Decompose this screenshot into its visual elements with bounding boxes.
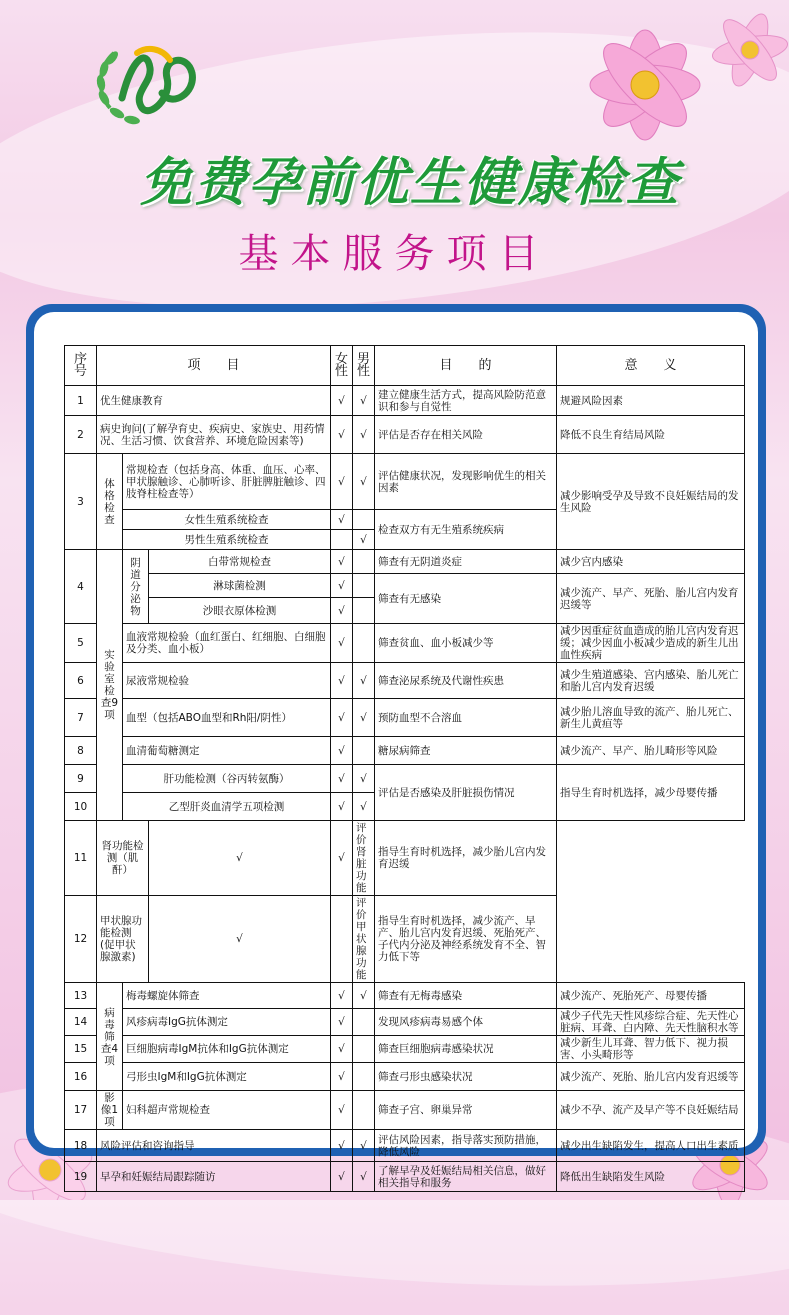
table-row [65,983,745,1009]
row-item: 病史询问(了解孕育史、疾病史、家族史、用药情况、生活习惯、饮食营养、环境危险因素等) [97,416,331,454]
row-no: 9 [65,765,97,793]
row-item: 肝功能检测（谷丙转氨酶） [123,765,331,793]
empty-cell [353,624,375,663]
female-check: √ [149,896,331,983]
table-row [65,550,745,574]
row-significance: 指导生育时机选择，减少流产、早产、胎儿宫内发育迟缓、死胎死产、子代内分泌及神经系统发育不全、智力低下等 [375,896,557,983]
male-check: √ [331,821,353,896]
row-significance: 减少出生缺陷发生，提高人口出生素质 [557,1130,745,1162]
row-significance: 指导生育时机选择，减少胎儿宫内发育迟缓 [375,821,557,896]
row-no: 13 [65,983,97,1009]
male-check: √ [353,530,375,550]
row-significance: 减少不孕、流产及早产等不良妊娠结局 [557,1091,745,1130]
table-row [65,1091,745,1130]
row-purpose: 评价甲状腺功能 [353,896,375,983]
row-no: 3 [65,454,97,550]
header-significance: 意 义 [557,346,745,386]
row-purpose: 评估健康状况，发现影响优生的相关因素 [375,454,557,510]
empty-cell [353,598,375,624]
table-row [65,1162,745,1192]
row-item: 淋球菌检测 [149,574,331,598]
table-row [65,737,745,765]
row-purpose: 筛查有无梅毒感染 [375,983,557,1009]
row-significance: 规避风险因素 [557,386,745,416]
row-no: 16 [65,1063,97,1091]
table-row [65,574,745,598]
female-check: √ [331,1063,353,1091]
empty-cell [353,510,375,530]
row-purpose: 评估是否感染及肝脏损伤情况 [375,765,557,821]
row-item: 血液常规检验（血红蛋白、红细胞、白细胞及分类、血小板） [123,624,331,663]
row-item: 风险评估和咨询指导 [97,1130,331,1162]
row-no: 6 [65,663,97,699]
row-no: 5 [65,624,97,663]
female-check: √ [331,1091,353,1130]
female-check: √ [331,1130,353,1162]
male-check: √ [353,983,375,1009]
row-no: 10 [65,793,97,821]
male-check: √ [353,1162,375,1192]
empty-cell [353,550,375,574]
male-check: √ [353,793,375,821]
female-check: √ [331,574,353,598]
male-check: √ [353,699,375,737]
table-row [65,624,745,663]
female-check: √ [331,416,353,454]
table-row [65,454,745,510]
row-purpose: 评估是否存在相关风险 [375,416,557,454]
male-check: √ [353,386,375,416]
female-check: √ [331,1162,353,1192]
row-purpose: 了解早孕及妊娠结局相关信息，做好相关指导和服务 [375,1162,557,1192]
row-item: 尿液常规检验 [123,663,331,699]
empty-cell [353,1036,375,1063]
row-item: 巨细胞病毒IgM抗体和IgG抗体测定 [123,1036,331,1063]
row-item: 乙型肝炎血清学五项检测 [123,793,331,821]
row-significance: 减少流产、死胎、胎儿宫内发育迟缓等 [557,1063,745,1091]
row-item: 常规检查（包括身高、体重、血压、心率、甲状腺触诊、心肺听诊、肝脏脾脏触诊、四肢脊柱检查等） [123,454,331,510]
female-check: √ [331,699,353,737]
table-row [65,1036,745,1063]
row-purpose: 筛查有无阴道炎症 [375,550,557,574]
row-item: 优生健康教育 [97,386,331,416]
row-no: 17 [65,1091,97,1130]
row-item: 沙眼衣原体检测 [149,598,331,624]
row-no: 14 [65,1009,97,1036]
male-check: √ [353,765,375,793]
row-no: 1 [65,386,97,416]
table-row [65,663,745,699]
row-item: 血清葡萄糖测定 [123,737,331,765]
female-check: √ [331,663,353,699]
female-check: √ [149,821,331,896]
table-row [65,386,745,416]
row-no: 19 [65,1162,97,1192]
table-row [65,1130,745,1162]
row-no: 11 [65,821,97,896]
row-no: 8 [65,737,97,765]
service-items-table [64,345,745,1192]
female-check: √ [331,765,353,793]
row-significance: 减少胎儿溶血导致的流产、胎儿死亡、新生儿黄疸等 [557,699,745,737]
row-no: 2 [65,416,97,454]
header-male: 男性 [353,346,375,386]
row-item: 弓形虫IgM和IgG抗体测定 [123,1063,331,1091]
table-row [65,1009,745,1036]
row-no: 15 [65,1036,97,1063]
row-significance: 指导生育时机选择，减少母婴传播 [557,765,745,821]
female-check: √ [331,598,353,624]
row-item: 风疹病毒IgG抗体测定 [123,1009,331,1036]
page-subtitle: 基本服务项目 [238,231,551,277]
row-purpose: 筛查有无感染 [375,574,557,624]
table-row [65,896,745,983]
row-purpose: 评价肾脏功能 [353,821,375,896]
table-row [65,821,745,896]
table-row [65,765,745,793]
female-check: √ [331,550,353,574]
table-panel [26,304,766,1189]
female-check: √ [331,983,353,1009]
female-check: √ [331,793,353,821]
row-significance: 减少影响受孕及导致不良妊娠结局的发生风险 [557,454,745,550]
row-significance: 减少宫内感染 [557,550,745,574]
empty-cell [353,737,375,765]
empty-cell [353,574,375,598]
row-purpose: 筛查弓形虫感染状况 [375,1063,557,1091]
row-no: 18 [65,1130,97,1162]
row-purpose: 发现风疹病毒易感个体 [375,1009,557,1036]
group-physical: 体格检查 [97,454,123,550]
group-imaging: 影像1项 [97,1091,123,1130]
row-purpose: 预防血型不合溶血 [375,699,557,737]
row-purpose: 筛查子宫、卵巢异常 [375,1091,557,1130]
row-purpose: 检查双方有无生殖系统疾病 [375,510,557,550]
row-purpose: 筛查泌尿系统及代谢性疾患 [375,663,557,699]
row-purpose: 筛查贫血、血小板减少等 [375,624,557,663]
empty-cell [353,1091,375,1130]
row-significance: 降低不良生育结局风险 [557,416,745,454]
row-purpose: 糖尿病筛查 [375,737,557,765]
female-check: √ [331,1009,353,1036]
row-significance: 减少流产、早产、死胎、胎儿宫内发育迟缓等 [557,574,745,624]
table-row [65,1063,745,1091]
row-significance: 减少子代先天性风疹综合症、先天性心脏病、耳聋、白内障、先天性脑积水等 [557,1009,745,1036]
row-item: 肾功能检测（肌酐） [97,821,149,896]
empty-cell [353,1009,375,1036]
male-check: √ [353,416,375,454]
male-check: √ [353,1130,375,1162]
table-panel-inner [34,312,758,1189]
table-row [65,699,745,737]
female-check: √ [331,624,353,663]
row-item: 妇科超声常规检查 [123,1091,331,1130]
row-significance: 减少因重症贫血造成的胎儿宫内发育迟缓；减少因血小板减少造成的新生儿出血性疾病 [557,624,745,663]
header-female: 女性 [331,346,353,386]
header-no: 序号 [65,346,97,386]
row-significance: 减少生殖道感染、宫内感染、胎儿死亡和胎儿宫内发育迟缓 [557,663,745,699]
flower-decoration-icon [690,0,789,110]
row-item: 白带常规检查 [149,550,331,574]
row-purpose: 建立健康生活方式，提高风险防范意识和参与自觉性 [375,386,557,416]
header-item: 项 目 [97,346,331,386]
row-no: 4 [65,550,97,624]
table-header-row [65,346,745,386]
table-row [65,416,745,454]
row-significance: 减少流产、早产、胎儿畸形等风险 [557,737,745,765]
group-pathogen: 病毒筛查4项 [97,983,123,1091]
row-item-male-genital: 男性生殖系统检查 [123,530,331,550]
page-title: 免费孕前优生健康检查 [139,152,680,213]
logo-icon [92,38,202,128]
empty-cell [331,896,353,983]
empty-cell [353,1063,375,1091]
row-no: 7 [65,699,97,737]
row-significance: 降低出生缺陷发生风险 [557,1162,745,1192]
row-no: 12 [65,896,97,983]
group-vaginal: 阴道分泌物 [123,550,149,624]
row-item: 早孕和妊娠结局跟踪随访 [97,1162,331,1192]
group-lab: 实验室检查9项 [97,550,123,821]
row-significance: 减少新生儿耳聋、智力低下、视力损害、小头畸形等 [557,1036,745,1063]
row-purpose: 筛查巨细胞病毒感染状况 [375,1036,557,1063]
empty-cell [331,530,353,550]
header-purpose: 目 的 [375,346,557,386]
male-check: √ [353,663,375,699]
row-item: 甲状腺功能检测(促甲状腺激素) [97,896,149,983]
row-item: 梅毒螺旋体筛查 [123,983,331,1009]
male-check: √ [353,454,375,510]
female-check: √ [331,1036,353,1063]
female-check: √ [331,454,353,510]
female-check: √ [331,386,353,416]
row-item: 血型（包括ABO血型和Rh阳/阴性） [123,699,331,737]
female-check: √ [331,737,353,765]
row-item-female-genital: 女性生殖系统检查 [123,510,331,530]
row-significance: 减少流产、死胎死产、母婴传播 [557,983,745,1009]
female-check: √ [331,510,353,530]
row-purpose: 评估风险因素，指导落实预防措施，降低风险 [375,1130,557,1162]
